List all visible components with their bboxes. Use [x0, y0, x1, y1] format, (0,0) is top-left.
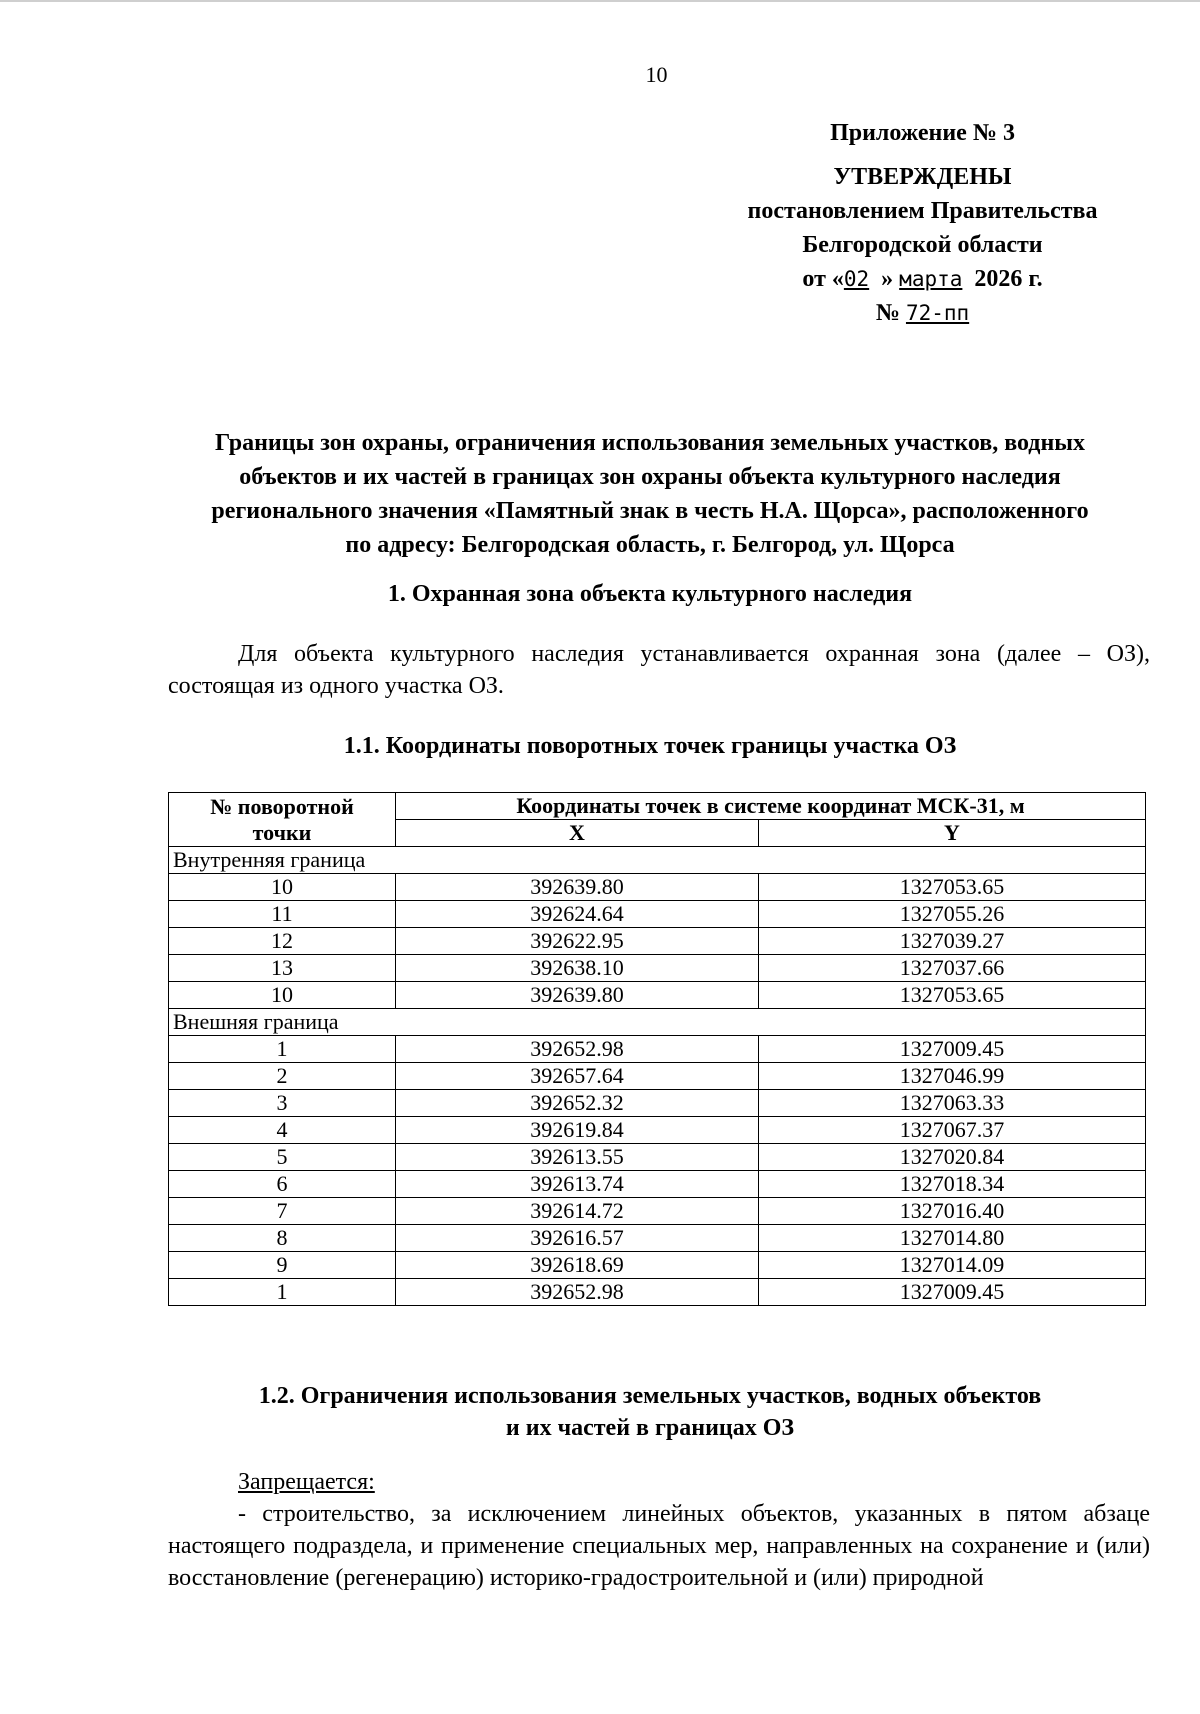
- table-row: [169, 1090, 1146, 1117]
- cell-point: 7: [169, 1198, 396, 1225]
- table-row: [169, 874, 1146, 901]
- cell-y: 1327014.80: [759, 1225, 1146, 1252]
- cell-point: 8: [169, 1225, 396, 1252]
- cell-point: 5: [169, 1144, 396, 1171]
- cell-y: 1327055.26: [759, 901, 1146, 928]
- cell-x: 392618.69: [396, 1252, 759, 1279]
- table-group-row: [169, 847, 1146, 874]
- cell-x: 392652.98: [396, 1036, 759, 1063]
- col-header-point: № поворотной точки: [169, 793, 396, 847]
- approval-line-1: постановлением Правительства: [747, 198, 1098, 224]
- cell-x: 392614.72: [396, 1198, 759, 1225]
- date-quote-close: »: [881, 266, 894, 292]
- group-name: Внешняя граница: [169, 1009, 1146, 1036]
- cell-point: 10: [169, 874, 396, 901]
- cell-x: 392619.84: [396, 1117, 759, 1144]
- cell-x: 392639.80: [396, 874, 759, 901]
- document-title: [150, 426, 1150, 562]
- cell-y: 1327037.66: [759, 955, 1146, 982]
- cell-y: 1327046.99: [759, 1063, 1146, 1090]
- approval-line-2: Белгородской области: [802, 232, 1043, 258]
- table-row: [169, 1279, 1146, 1306]
- title-line: Границы зон охраны, ограничения использования земельных участков, водных: [214, 430, 1086, 456]
- date-day: 02: [843, 267, 870, 291]
- cell-x: 392652.98: [396, 1279, 759, 1306]
- title-line: по адресу: Белгородская область, г. Белгород, ул. Щорса: [345, 532, 955, 558]
- table-row: [169, 955, 1146, 982]
- section-1-paragraph: Для объекта культурного наследия устанавливается охранная зона (далее – ОЗ), состоящая из одного участка ОЗ.: [168, 641, 1150, 699]
- cell-x: 392622.95: [396, 928, 759, 955]
- page-number: 10: [645, 62, 668, 87]
- cell-y: 1327053.65: [759, 982, 1146, 1009]
- table-row: [169, 1063, 1146, 1090]
- cell-point: 12: [169, 928, 396, 955]
- cell-y: 1327020.84: [759, 1144, 1146, 1171]
- section-1-2-heading: [150, 1380, 1150, 1444]
- table-row: [169, 901, 1146, 928]
- cell-x: 392639.80: [396, 982, 759, 1009]
- group-name: Внутренняя граница: [169, 847, 1146, 874]
- cell-y: 1327009.45: [759, 1279, 1146, 1306]
- approval-date: [700, 262, 1145, 296]
- cell-x: 392613.74: [396, 1171, 759, 1198]
- cell-y: 1327063.33: [759, 1090, 1146, 1117]
- section-1-1-heading: 1.1. Координаты поворотных точек границы участка ОЗ: [343, 733, 957, 759]
- cell-x: 392638.10: [396, 955, 759, 982]
- section-1-heading: 1. Охранная зона объекта культурного наследия: [387, 581, 913, 607]
- cell-x: 392657.64: [396, 1063, 759, 1090]
- col-header-y: Y: [759, 820, 1146, 847]
- table-row: [169, 1252, 1146, 1279]
- table-body: [169, 847, 1146, 1306]
- number-prefix: №: [875, 300, 900, 326]
- coordinates-table: [168, 792, 1146, 1306]
- table-row: [169, 1225, 1146, 1252]
- table-row: [169, 1036, 1146, 1063]
- cell-point: 9: [169, 1252, 396, 1279]
- cell-point: 4: [169, 1117, 396, 1144]
- cell-x: 392613.55: [396, 1144, 759, 1171]
- cell-y: 1327009.45: [759, 1036, 1146, 1063]
- approval-number: [700, 296, 1145, 330]
- heading-line: 1.2. Ограничения использования земельных участков, водных объектов: [258, 1383, 1042, 1409]
- document-number: 72-пп: [905, 301, 970, 325]
- cell-point: 1: [169, 1036, 396, 1063]
- section-1-2-body: [168, 1466, 1150, 1594]
- approval-block: [700, 116, 1145, 330]
- table-row: [169, 1144, 1146, 1171]
- cell-y: 1327053.65: [759, 874, 1146, 901]
- approved-label: УТВЕРЖДЕНЫ: [833, 164, 1012, 190]
- scan-edge-line: [0, 0, 1200, 2]
- cell-y: 1327067.37: [759, 1117, 1146, 1144]
- date-prefix: от «: [802, 266, 844, 292]
- table-row: [169, 1117, 1146, 1144]
- cell-y: 1327014.09: [759, 1252, 1146, 1279]
- cell-x: 392616.57: [396, 1225, 759, 1252]
- col-header-x: X: [396, 820, 759, 847]
- table-group-row: [169, 1009, 1146, 1036]
- cell-y: 1327018.34: [759, 1171, 1146, 1198]
- cell-point: 6: [169, 1171, 396, 1198]
- prohibited-label: Запрещается:: [238, 1469, 375, 1495]
- appendix-label: Приложение № 3: [830, 120, 1015, 146]
- cell-point: 3: [169, 1090, 396, 1117]
- heading-line: и их частей в границах ОЗ: [505, 1415, 795, 1441]
- cell-y: 1327016.40: [759, 1198, 1146, 1225]
- cell-point: 13: [169, 955, 396, 982]
- cell-point: 2: [169, 1063, 396, 1090]
- cell-x: 392652.32: [396, 1090, 759, 1117]
- cell-point: 10: [169, 982, 396, 1009]
- cell-x: 392624.64: [396, 901, 759, 928]
- col-header-coords: Координаты точек в системе координат МСК-31, м: [396, 793, 1146, 820]
- table-row: [169, 982, 1146, 1009]
- title-line: регионального значения «Памятный знак в честь Н.А. Щорса», расположенного: [211, 498, 1089, 524]
- table-row: [169, 1171, 1146, 1198]
- table-row: [169, 1198, 1146, 1225]
- cell-y: 1327039.27: [759, 928, 1146, 955]
- date-month: марта: [899, 267, 963, 291]
- date-year: 2026 г.: [974, 266, 1043, 292]
- cell-point: 11: [169, 901, 396, 928]
- cell-point: 1: [169, 1279, 396, 1306]
- title-line: объектов и их частей в границах зон охраны объекта культурного наследия: [239, 464, 1061, 490]
- table-row: [169, 928, 1146, 955]
- prohibited-paragraph: - строительство, за исключением линейных объектов, указанных в пятом абзаце настоящего подраздела, и применение специальных мер, направленных на сохранение и (или) восстановление (регенерацию) историко-градостроительной и (или) природной: [168, 1501, 1150, 1591]
